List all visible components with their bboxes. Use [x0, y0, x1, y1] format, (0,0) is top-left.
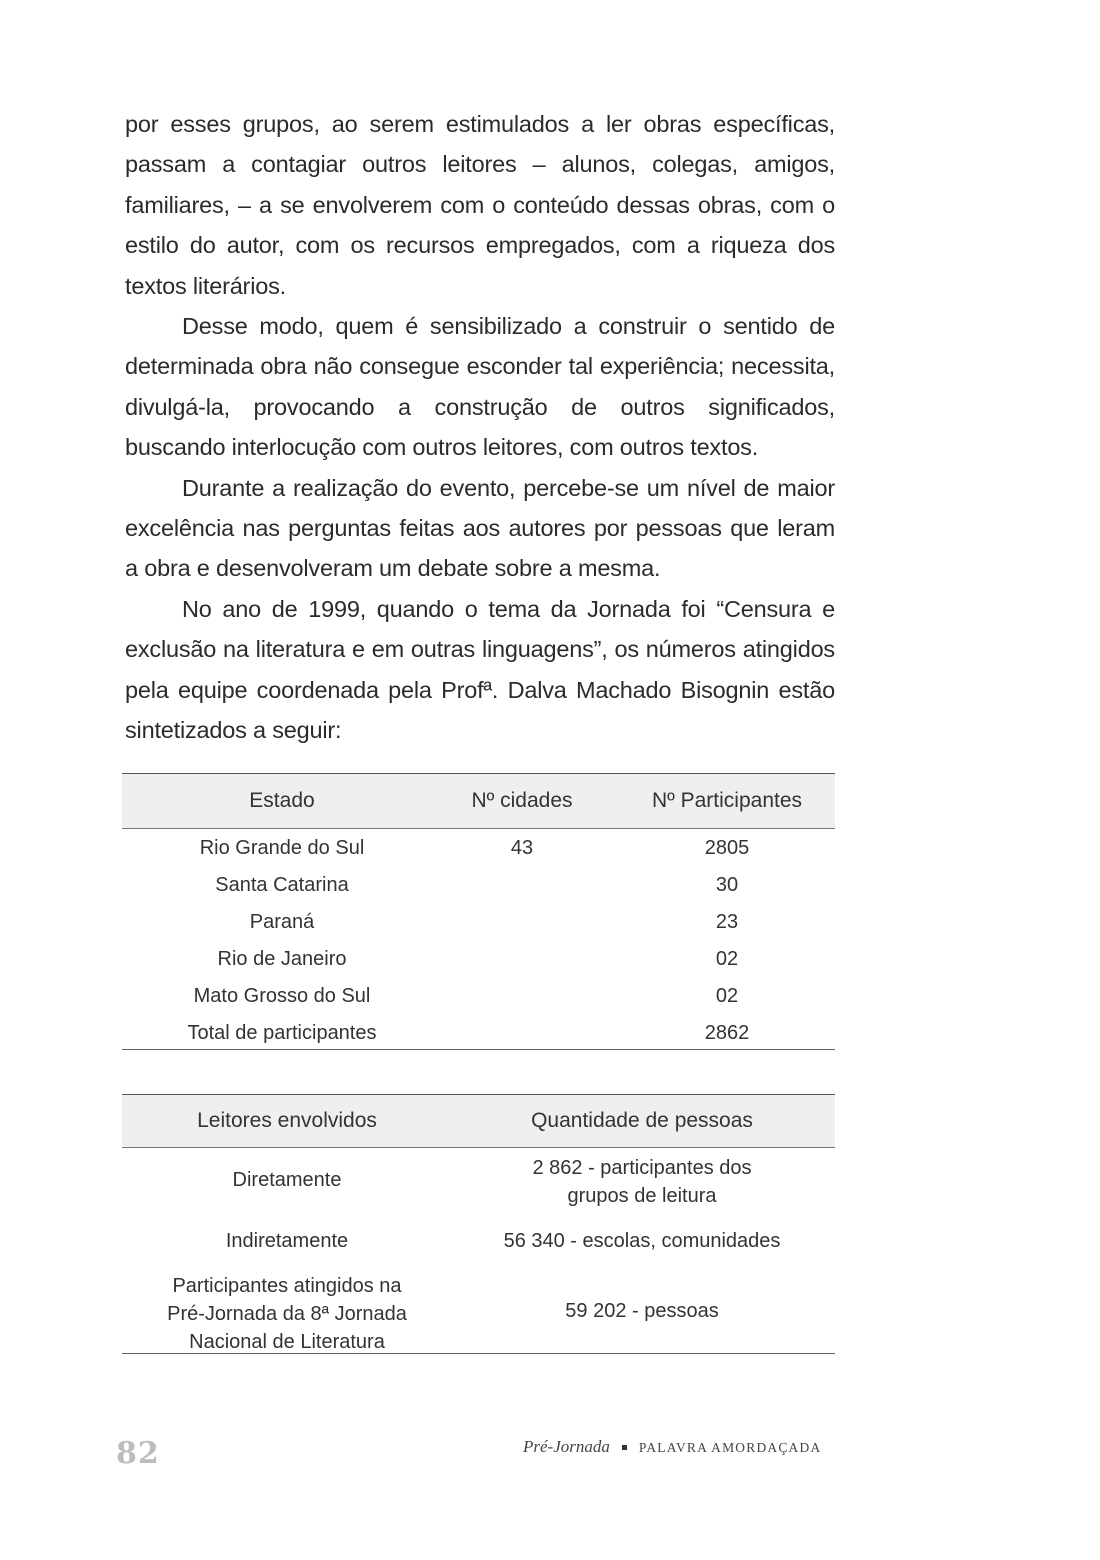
table-row — [122, 1230, 835, 1260]
header-estado: Estado — [249, 789, 315, 812]
cell-quantity: 56 340 - escolas, comunidades — [503, 1230, 781, 1252]
table-row — [122, 1154, 835, 1214]
cell-quantity: 2 862 - participantes dos grupos de leitura — [532, 1157, 752, 1207]
table-row — [122, 1272, 835, 1358]
footer-title: PALAVRA AMORDAÇADA — [638, 1440, 822, 1455]
cell-participants: 30 — [715, 874, 739, 896]
cell-cities: 43 — [510, 837, 534, 859]
header-n-cidades: Nº cidades — [471, 789, 573, 812]
participants-by-state-table — [122, 773, 835, 1050]
cell-state: Santa Catarina — [215, 874, 349, 896]
page-number: 82 — [116, 1436, 160, 1471]
bullet-icon — [622, 1445, 627, 1450]
cell-participants: 23 — [715, 911, 739, 933]
table-row — [122, 874, 835, 904]
cell-readers: Indiretamente — [225, 1230, 349, 1252]
table-header-row — [122, 1095, 835, 1148]
paragraph-1: por esses grupos, ao serem estimulados a ler obras específicas, passam a contagiar outros leitores – alunos, colegas, amigos, familiares, – a se envolverem com o conteúdo dessas obras, com o estilo do autor, com os recursos empregados, com a riqueza dos textos literários. — [125, 111, 835, 299]
cell-state: Mato Grosso do Sul — [193, 985, 371, 1007]
paragraph-2: Desse modo, quem é sensibilizado a construir o sentido de determinada obra não consegue esconder tal experiência; necessita, divulgá-la, provocando a construção de outros significados, buscando interlocução com outros leitores, com outros textos. — [125, 313, 835, 461]
header-leitores-envolvidos: Leitores envolvidos — [197, 1109, 377, 1132]
table-row-total — [122, 1022, 835, 1052]
paragraph-3: Durante a realização do evento, percebe-se um nível de maior excelência nas perguntas feitas aos autores por pessoas que leram a obra e desenvolveram um debate sobre a mesma. — [125, 474, 835, 582]
running-footer — [523, 1437, 835, 1457]
header-n-participantes: Nº Participantes — [651, 789, 803, 812]
cell-readers: Participantes atingidos na Pré-Jornada da 8ª Jornada Nacional de Literatura — [167, 1275, 407, 1353]
cell-state: Total de participantes — [187, 1022, 377, 1044]
cell-participants: 2862 — [704, 1022, 750, 1044]
body-text — [125, 104, 835, 751]
footer-series: Pré-Jornada — [523, 1437, 610, 1456]
table-row — [122, 985, 835, 1015]
cell-participants: 02 — [715, 948, 739, 970]
cell-quantity: 59 202 - pessoas — [565, 1300, 719, 1322]
cell-state: Rio de Janeiro — [217, 948, 347, 970]
cell-participants: 2805 — [704, 837, 750, 859]
table-body — [122, 829, 835, 1049]
cell-state: Paraná — [249, 911, 315, 933]
cell-state: Rio Grande do Sul — [199, 837, 365, 859]
table-row — [122, 948, 835, 978]
readers-involved-table — [122, 1094, 835, 1354]
table-header-row — [122, 774, 835, 829]
table-body — [122, 1148, 835, 1353]
header-quantidade-de-pessoas: Quantidade de pessoas — [531, 1109, 753, 1132]
cell-participants: 02 — [715, 985, 739, 1007]
paragraph-4: No ano de 1999, quando o tema da Jornada foi “Censura e exclusão na literatura e em outras linguagens”, os números atingidos pela equipe coordenada pela Profª. Dalva Machado Bisognin estão sintetizados a seguir: — [125, 595, 835, 744]
cell-readers: Diretamente — [232, 1169, 342, 1191]
table-row — [122, 837, 835, 867]
table-row — [122, 911, 835, 941]
